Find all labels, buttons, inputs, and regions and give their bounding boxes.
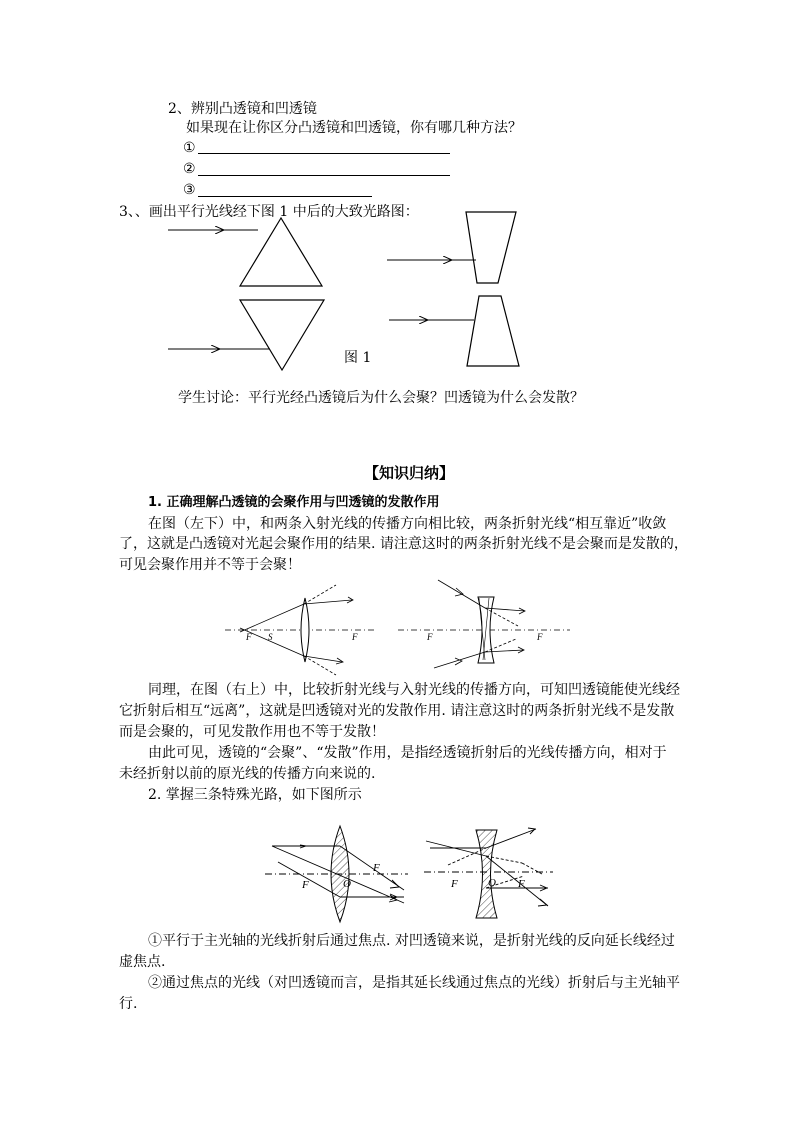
fig2-O-concave: O [488, 877, 496, 889]
p3-line-1: ①平行于主光轴的光线折射后通过焦点. 对凹透镜来说，是折射光线的反向延长线经过 [148, 933, 675, 949]
knowledge-title: 【知识归纳】 [364, 464, 455, 482]
p3-line-2: 虚焦点. [119, 954, 166, 970]
p2-line-1: 同理，在图（右上）中，比较折射光线与入射光线的传播方向，可知凹透镜能使光线经 [148, 682, 680, 698]
fig2-F-concave-right: F [518, 878, 525, 890]
blank-marker-2: ② [183, 161, 196, 177]
fig1-F-right-1: F [427, 632, 433, 642]
fig2-O-convex: O [343, 878, 351, 890]
fig1-F-left-1: F [246, 632, 252, 642]
p2-line-5: 未经折射以前的原光线的传播方向来说的. [119, 766, 376, 782]
point1-heading: 1. 正确理解凸透镜的会聚作用与凹透镜的发散作用 [148, 495, 440, 510]
convex-lens-hatched [331, 826, 349, 922]
p1-line-1: 在图（左下）中，和两条入射光线的传播方向相比较，两条折射光线“相互靠近”收敛 [148, 516, 667, 532]
fig1-S: S [268, 632, 273, 642]
section2-heading: 2、辨别凸透镜和凹透镜 [168, 101, 317, 117]
fig2-F-convex-left: F [302, 879, 309, 891]
p3-line-4: 行. [119, 996, 138, 1012]
p3-line-3: ②通过焦点的光线（对凹透镜而言，是指其延长线通过焦点的光线）折射后与主光轴平 [148, 975, 680, 991]
point2-heading: 2. 掌握三条特殊光路，如下图所示 [148, 787, 362, 803]
fig1-F-right-2: F [537, 632, 543, 642]
fig2-F-concave-left: F [451, 878, 458, 890]
section3-heading: 3、、画出平行光线经下图 1 中后的大致光路图： [119, 204, 419, 220]
discussion-text: 学生讨论：平行光经凸透镜后为什么会聚？凹透镜为什么会发散？ [178, 390, 584, 406]
blank-marker-3: ③ [183, 182, 196, 198]
p1-line-2: 了，这就是凸透镜对光起会聚作用的结果. 请注意这时的两条折射光线不是会聚而是发散的， [119, 536, 688, 552]
concave-lens-hatched [476, 830, 497, 918]
p1-line-3: 可见会聚作用并不等于会聚！ [119, 557, 301, 573]
p2-line-4: 由此可见，透镜的“会聚”、“发散”作用，是指经透镜折射后的光线传播方向，相对于 [148, 745, 667, 761]
section2-question: 如果现在让你区分凸透镜和凹透镜，你有哪几种方法？ [186, 120, 522, 136]
p2-line-2: 它折射后相互“远离”，这就是凹透镜对光的发散作用. 请注意这时的两条折射光线不是发散 [119, 703, 675, 719]
fig1-F-left-2: F [352, 632, 358, 642]
p2-line-3: 而是会聚的，可见发散作用也不等于发散！ [119, 724, 385, 740]
blank-marker-1: ① [183, 140, 196, 156]
fig2-F-convex-right: F [373, 862, 380, 874]
figure-1-label: 图 1 [344, 350, 372, 366]
